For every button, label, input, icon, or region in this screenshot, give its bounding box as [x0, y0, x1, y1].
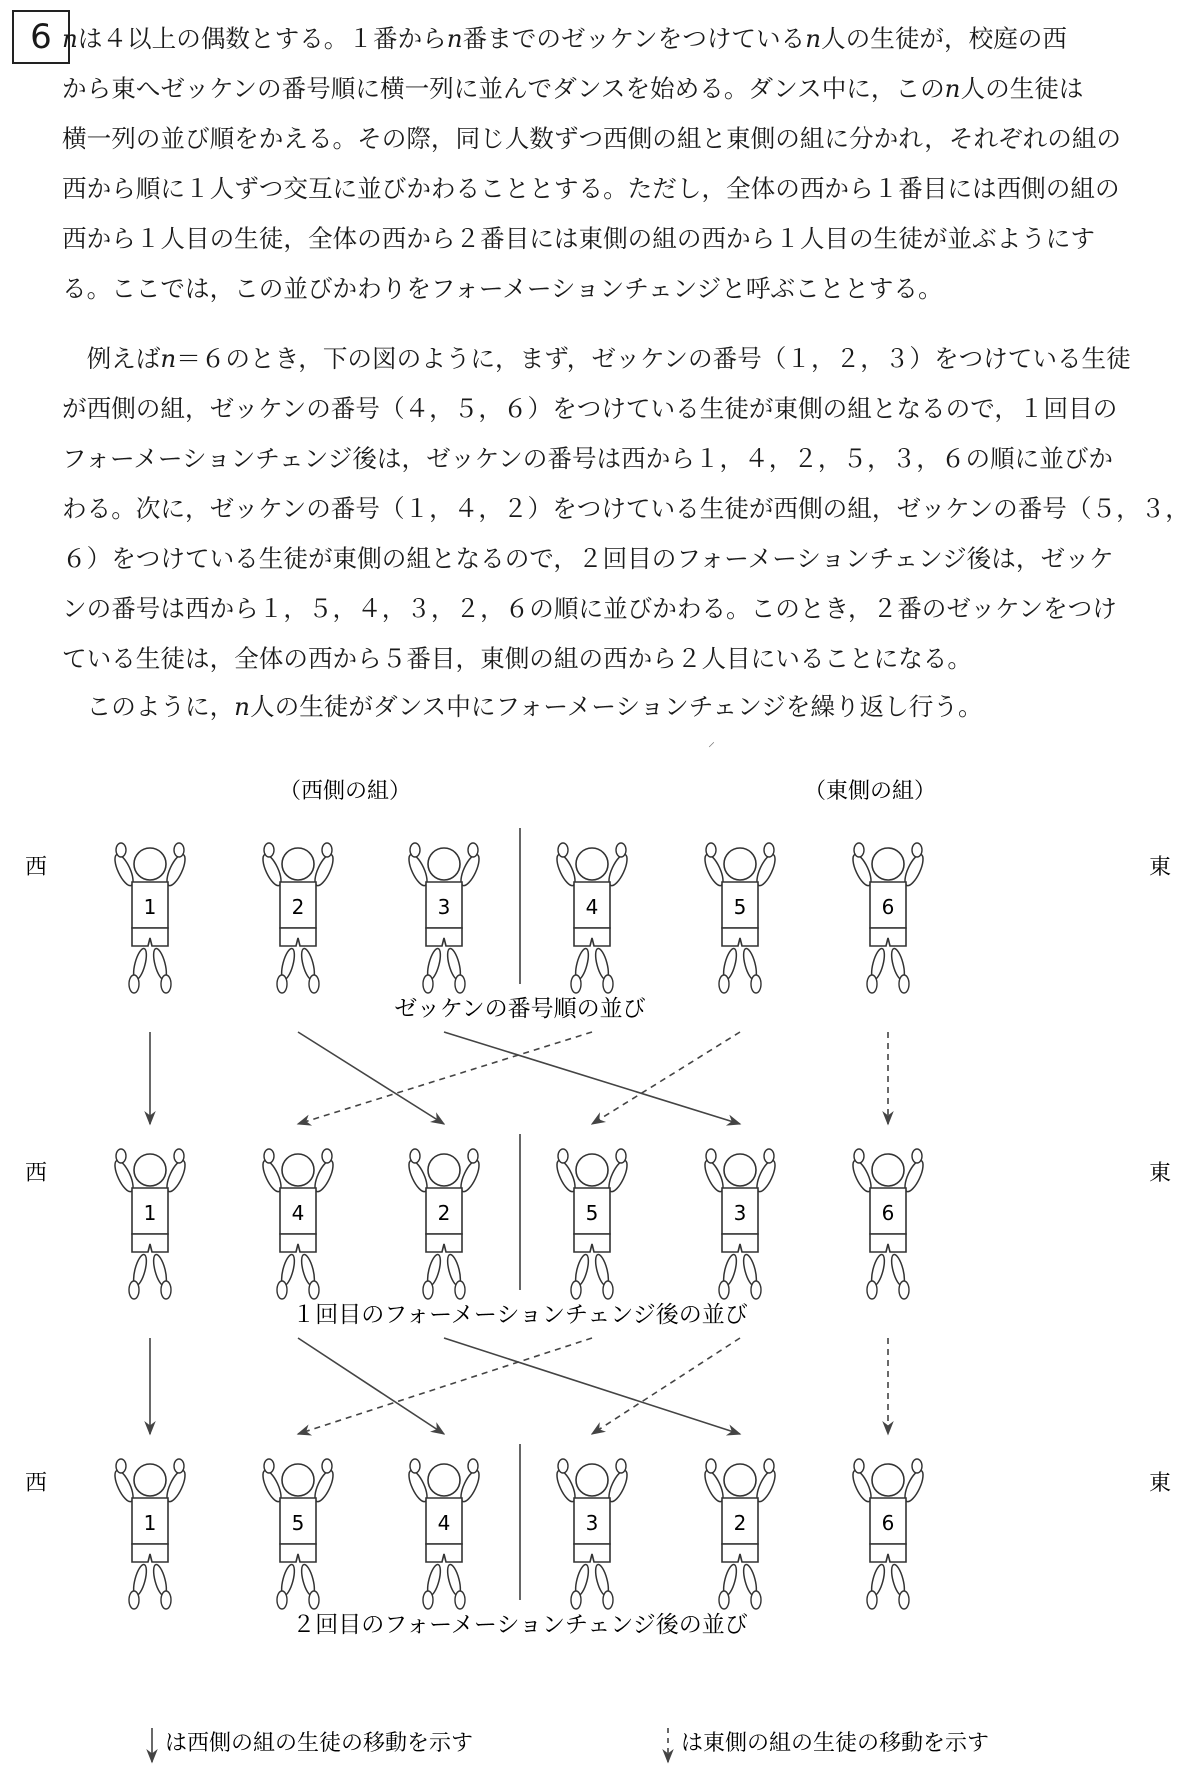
text-segment: る。ここでは，この並びかわりをフォーメーションチェンジと呼ぶこととする。: [62, 274, 943, 303]
text-segment: 人の生徒は: [960, 74, 1084, 103]
text-segment: 例えば: [86, 344, 161, 373]
student-figure: [701, 1459, 778, 1609]
row-caption: ２回目のフォーメーションチェンジ後の並び: [292, 1612, 748, 1638]
text-segment: は４以上の偶数とする。１番から: [77, 24, 447, 53]
text-line: [62, 14, 1172, 64]
bib-number: 1: [143, 1511, 157, 1535]
west-label: 西: [24, 1161, 48, 1186]
text-segment: このように，: [86, 692, 235, 721]
text-line: [62, 114, 1172, 164]
bib-number: 4: [291, 1201, 305, 1225]
variable-n: n: [160, 344, 177, 373]
example-paragraph: [62, 334, 1190, 684]
bib-number: 1: [143, 895, 157, 919]
text-segment: 人の生徒がダンス中にフォーメーションチェンジを繰り返し行う。: [250, 692, 983, 721]
formation-figure: [0, 760, 1200, 1770]
bib-number: 6: [881, 1201, 895, 1225]
student-figure: [553, 843, 630, 993]
row-caption: ゼッケンの番号順の並び: [394, 996, 646, 1022]
bib-number: 3: [733, 1201, 747, 1225]
text-line: [62, 584, 1172, 634]
text-segment: 横一列の並び順をかえる。その際，同じ人数ずつ西側の組と東側の組に分かれ，それぞれの組の: [62, 124, 1122, 153]
text-segment: ＝６のとき，下の図のように，まず，ゼッケンの番号（１，２，３）をつけている生徒: [176, 344, 1131, 373]
text-segment: から東へゼッケンの番号順に横一列に並んでダンスを始める。ダンス中に，この: [62, 74, 945, 103]
legend-dashed-text: は東側の組の生徒の移動を示す: [681, 1731, 990, 1756]
text-segment: わる。次に，ゼッケンの番号（１，４，２）をつけている生徒が西側の組，ゼッケンの番号（５，３，: [62, 494, 1190, 523]
text-segment: ている生徒は，全体の西から５番目，東側の組の西から２人目にいることになる。: [62, 644, 972, 673]
bib-number: 6: [881, 1511, 895, 1535]
variable-n: n: [446, 24, 463, 53]
bib-number: 4: [437, 1511, 451, 1535]
east-group-label: （東側の組）: [803, 779, 937, 804]
text-line: [62, 434, 1172, 484]
student-figure: [111, 1459, 188, 1609]
student-figure: [259, 843, 336, 993]
text-segment: 番までのゼッケンをつけている: [462, 24, 806, 53]
text-line: [62, 634, 1172, 684]
text-line: [62, 64, 1172, 114]
student-figure: [259, 1459, 336, 1609]
west-group-label: （西側の組）: [278, 779, 412, 804]
west-move-arrow: [444, 1338, 740, 1434]
student-figure: [111, 1149, 188, 1299]
text-line: [62, 334, 1172, 384]
student-figure: [553, 1149, 630, 1299]
student-figure: [405, 1149, 482, 1299]
text-line: [62, 384, 1172, 434]
text-line: [62, 164, 1172, 214]
problem-number-box: 6: [12, 10, 70, 64]
bib-number: 4: [585, 895, 599, 919]
west-move-arrow: [444, 1032, 740, 1124]
text-segment: ンの番号は西から１，５，４，３，２，６の順に並びかわる。このとき，２番のゼッケンをつけ: [62, 594, 1117, 623]
bib-number: 2: [291, 895, 305, 919]
student-figure: [405, 1459, 482, 1609]
text-line: [62, 264, 1172, 314]
text-line: [62, 682, 1172, 732]
bib-number: 5: [291, 1511, 305, 1535]
bib-number: 2: [733, 1511, 747, 1535]
bib-number: 2: [437, 1201, 451, 1225]
text-segment: フォーメーションチェンジ後は，ゼッケンの番号は西から１，４，２，５，３，６の順に並びか: [62, 444, 1114, 473]
text-segment: 人の生徒が，校庭の西: [821, 24, 1067, 53]
closing-paragraph: [62, 682, 1172, 732]
east-label: 東: [1148, 1471, 1172, 1496]
east-label: 東: [1148, 855, 1172, 880]
east-move-arrow: [592, 1338, 740, 1434]
variable-n: n: [234, 692, 251, 721]
stray-mark: ⸍: [708, 740, 715, 756]
student-figure: [849, 843, 926, 993]
variable-n: n: [62, 24, 78, 53]
bib-number: 5: [733, 895, 747, 919]
student-figure: [111, 843, 188, 993]
student-figure: [701, 843, 778, 993]
bib-number: 5: [585, 1201, 599, 1225]
variable-n: n: [944, 74, 961, 103]
student-figure: [849, 1149, 926, 1299]
bib-number: 3: [437, 895, 451, 919]
west-label: 西: [24, 1471, 48, 1496]
student-figure: [849, 1459, 926, 1609]
problem-statement-paragraph: [62, 14, 1172, 314]
text-segment: 西から順に１人ずつ交互に並びかわることとする。ただし，全体の西から１番目には西側の組の: [62, 174, 1120, 203]
student-figure: [259, 1149, 336, 1299]
bib-number: 6: [881, 895, 895, 919]
text-line: [62, 214, 1172, 264]
text-segment: が西側の組，ゼッケンの番号（４，５，６）をつけている生徒が東側の組となるので，１回目の: [62, 394, 1118, 423]
west-move-arrow: [298, 1032, 444, 1124]
student-figure: [405, 843, 482, 993]
west-label: 西: [24, 855, 48, 880]
text-segment: 西から１人目の生徒，全体の西から２番目には東側の組の西から１人目の生徒が並ぶようにす: [62, 224, 1095, 253]
variable-n: n: [805, 24, 822, 53]
east-label: 東: [1148, 1161, 1172, 1186]
bib-number: 3: [585, 1511, 599, 1535]
text-line: [62, 534, 1172, 584]
row-caption: １回目のフォーメーションチェンジ後の並び: [292, 1302, 748, 1328]
east-move-arrow: [592, 1032, 740, 1124]
text-line: [62, 484, 1190, 534]
text-segment: ６）をつけている生徒が東側の組となるので，２回目のフォーメーションチェンジ後は，ゼッケ: [62, 544, 1114, 573]
student-figure: [701, 1149, 778, 1299]
legend-solid-text: は西側の組の生徒の移動を示す: [165, 1731, 474, 1756]
east-move-arrow: [298, 1338, 592, 1434]
west-move-arrow: [298, 1338, 444, 1434]
student-figure: [553, 1459, 630, 1609]
bib-number: 1: [143, 1201, 157, 1225]
east-move-arrow: [298, 1032, 592, 1124]
